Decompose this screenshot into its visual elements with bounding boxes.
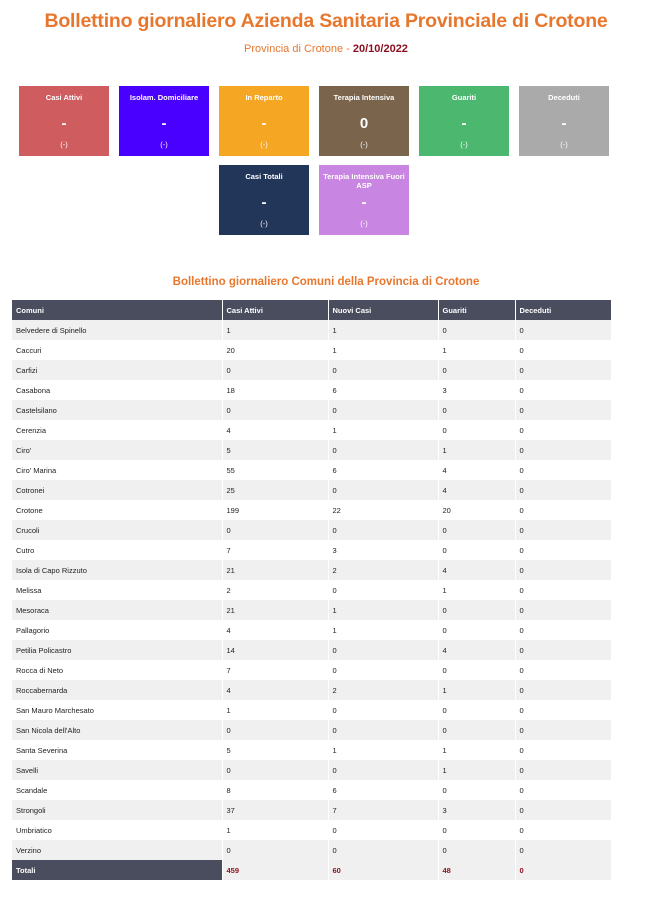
tile-value: - [461,115,467,132]
cell-comune: Carfizi [12,360,222,380]
table-row [12,400,611,420]
tile-label: Guariti [451,93,477,102]
section-title: Bollettino giornaliero Comuni della Provincia di Crotone [172,276,480,288]
cell-comune: Cotronei [12,480,222,500]
tile-delta: (-) [560,140,568,149]
cell-nuovi-casi: 0 [328,400,438,420]
col-header-nuovi-casi: Nuovi Casi [328,300,438,320]
table-row [12,760,611,780]
cell-nuovi-casi: 1 [328,340,438,360]
cell-deceduti: 0 [515,800,611,820]
tile-label: Casi Totali [245,172,283,181]
cell-comune: Scandale [12,780,222,800]
cell-nuovi-casi: 3 [328,540,438,560]
cell-deceduti: 0 [515,720,611,740]
cell-comune: Petilia Policastro [12,640,222,660]
cell-comune: Caccuri [12,340,222,360]
tile-delta: (-) [360,219,368,228]
cell-guariti: 3 [438,380,515,400]
total-casi-attivi: 459 [222,860,328,880]
cell-casi-attivi: 199 [222,500,328,520]
table-row [12,360,611,380]
cell-nuovi-casi: 0 [328,660,438,680]
col-header-deceduti: Deceduti [515,300,611,320]
cell-casi-attivi: 37 [222,800,328,820]
tile-value: 0 [359,115,369,132]
cell-deceduti: 0 [515,360,611,380]
cell-comune: Verzino [12,840,222,860]
cell-nuovi-casi: 1 [328,740,438,760]
cell-casi-attivi: 8 [222,780,328,800]
total-nuovi-casi: 60 [328,860,438,880]
tile-value: - [261,194,267,211]
table-header-row [12,300,611,320]
col-header-comuni: Comuni [12,300,222,320]
tile-label: Terapia Intensiva Fuori ASP [323,172,405,190]
tile-delta: (-) [460,140,468,149]
cell-casi-attivi: 55 [222,460,328,480]
table-row [12,700,611,720]
total-deceduti: 0 [515,860,611,880]
cell-casi-attivi: 4 [222,680,328,700]
tile-delta: (-) [160,140,168,149]
cell-comune: Cutro [12,540,222,560]
table-row [12,800,611,820]
cell-guariti: 0 [438,520,515,540]
cell-deceduti: 0 [515,460,611,480]
summary-tile [419,86,509,156]
cell-casi-attivi: 4 [222,420,328,440]
cell-comune: Isola di Capo Rizzuto [12,560,222,580]
cell-casi-attivi: 1 [222,820,328,840]
cell-comune: Santa Severina [12,740,222,760]
tile-value: - [361,194,367,211]
tile-value: - [561,115,567,132]
cell-nuovi-casi: 22 [328,500,438,520]
cell-guariti: 0 [438,360,515,380]
tile-delta: (-) [260,219,268,228]
cell-deceduti: 0 [515,660,611,680]
cell-deceduti: 0 [515,520,611,540]
table-row [12,540,611,560]
cell-guariti: 4 [438,640,515,660]
cell-nuovi-casi: 0 [328,720,438,740]
cell-casi-attivi: 2 [222,580,328,600]
cell-casi-attivi: 18 [222,380,328,400]
cell-deceduti: 0 [515,340,611,360]
summary-tile [219,86,309,156]
cell-deceduti: 0 [515,320,611,340]
cell-nuovi-casi: 0 [328,360,438,380]
cell-comune: Savelli [12,760,222,780]
summary-tile [119,86,209,156]
cell-nuovi-casi: 1 [328,320,438,340]
cell-comune: San Nicola dell'Alto [12,720,222,740]
tile-delta: (-) [60,140,68,149]
cell-nuovi-casi: 0 [328,580,438,600]
cell-deceduti: 0 [515,740,611,760]
cell-deceduti: 0 [515,760,611,780]
table-row [12,660,611,680]
col-header-casi-attivi: Casi Attivi [222,300,328,320]
cell-nuovi-casi: 0 [328,760,438,780]
province-label: Provincia di Crotone - [244,43,353,55]
table-row [12,580,611,600]
cell-nuovi-casi: 1 [328,420,438,440]
cell-guariti: 1 [438,340,515,360]
cell-nuovi-casi: 1 [328,600,438,620]
cell-casi-attivi: 7 [222,660,328,680]
table-row [12,780,611,800]
cell-guariti: 0 [438,720,515,740]
cell-guariti: 0 [438,600,515,620]
table-row [12,440,611,460]
table-row [12,340,611,360]
table-row [12,620,611,640]
tile-label: In Reparto [245,93,283,102]
municipalities-table [12,300,612,880]
cell-casi-attivi: 0 [222,520,328,540]
cell-guariti: 0 [438,400,515,420]
table-row [12,600,611,620]
cell-guariti: 4 [438,460,515,480]
cell-comune: Ciro' [12,440,222,460]
cell-deceduti: 0 [515,400,611,420]
cell-casi-attivi: 0 [222,400,328,420]
cell-guariti: 0 [438,620,515,640]
cell-casi-attivi: 0 [222,720,328,740]
cell-deceduti: 0 [515,620,611,640]
cell-guariti: 20 [438,500,515,520]
cell-deceduti: 0 [515,680,611,700]
cell-casi-attivi: 0 [222,760,328,780]
cell-casi-attivi: 5 [222,740,328,760]
cell-nuovi-casi: 6 [328,380,438,400]
cell-guariti: 1 [438,760,515,780]
table-row [12,820,611,840]
cell-casi-attivi: 4 [222,620,328,640]
table-row [12,720,611,740]
cell-nuovi-casi: 2 [328,680,438,700]
tile-value: - [261,115,267,132]
cell-guariti: 0 [438,660,515,680]
table-row [12,420,611,440]
cell-nuovi-casi: 0 [328,440,438,460]
cell-deceduti: 0 [515,560,611,580]
totals-label: Totali [12,860,222,880]
cell-guariti: 0 [438,820,515,840]
cell-casi-attivi: 25 [222,480,328,500]
cell-deceduti: 0 [515,820,611,840]
tile-value: - [61,115,67,132]
summary-tile [19,86,109,156]
cell-comune: Cerenzia [12,420,222,440]
summary-tile [319,165,409,235]
table-row [12,740,611,760]
summary-tile [519,86,609,156]
cell-nuovi-casi: 1 [328,620,438,640]
summary-tile [319,86,409,156]
tile-delta: (-) [260,140,268,149]
cell-nuovi-casi: 0 [328,840,438,860]
cell-casi-attivi: 5 [222,440,328,460]
cell-nuovi-casi: 0 [328,820,438,840]
table-row [12,380,611,400]
cell-casi-attivi: 20 [222,340,328,360]
cell-nuovi-casi: 0 [328,480,438,500]
cell-guariti: 0 [438,700,515,720]
tile-delta: (-) [360,140,368,149]
cell-deceduti: 0 [515,540,611,560]
cell-guariti: 3 [438,800,515,820]
cell-comune: Umbriatico [12,820,222,840]
cell-guariti: 4 [438,560,515,580]
cell-comune: Crucoli [12,520,222,540]
cell-deceduti: 0 [515,480,611,500]
cell-nuovi-casi: 0 [328,520,438,540]
cell-nuovi-casi: 2 [328,560,438,580]
cell-casi-attivi: 1 [222,320,328,340]
cell-comune: Rocca di Neto [12,660,222,680]
cell-guariti: 0 [438,320,515,340]
col-header-guariti: Guariti [438,300,515,320]
cell-deceduti: 0 [515,440,611,460]
page-title: Bollettino giornaliero Azienda Sanitaria Provinciale di Crotone [44,10,608,32]
cell-comune: Pallagorio [12,620,222,640]
tile-label: Casi Attivi [45,93,83,102]
table-row [12,840,611,860]
cell-deceduti: 0 [515,640,611,660]
cell-casi-attivi: 0 [222,360,328,380]
total-guariti: 48 [438,860,515,880]
cell-casi-attivi: 1 [222,700,328,720]
cell-comune: Casabona [12,380,222,400]
cell-guariti: 0 [438,780,515,800]
cell-comune: Belvedere di Spinello [12,320,222,340]
cell-deceduti: 0 [515,840,611,860]
cell-deceduti: 0 [515,500,611,520]
tile-value: - [161,115,167,132]
table-row [12,500,611,520]
totals-row [12,860,611,880]
table-row [12,640,611,660]
cell-comune: Strongoli [12,800,222,820]
cell-guariti: 1 [438,680,515,700]
cell-deceduti: 0 [515,420,611,440]
cell-casi-attivi: 21 [222,600,328,620]
cell-guariti: 0 [438,420,515,440]
table-row [12,520,611,540]
cell-casi-attivi: 7 [222,540,328,560]
summary-tile [219,165,309,235]
table-row [12,680,611,700]
cell-nuovi-casi: 7 [328,800,438,820]
cell-nuovi-casi: 6 [328,460,438,480]
cell-casi-attivi: 21 [222,560,328,580]
cell-guariti: 1 [438,740,515,760]
table-row [12,460,611,480]
bulletin-date: 20/10/2022 [352,43,408,55]
cell-comune: Melissa [12,580,222,600]
cell-casi-attivi: 0 [222,840,328,860]
cell-comune: Ciro' Marina [12,460,222,480]
cell-casi-attivi: 14 [222,640,328,660]
tile-label: Isolam. Domiciliare [129,93,199,102]
table-row [12,560,611,580]
table-row [12,320,611,340]
cell-guariti: 0 [438,540,515,560]
cell-guariti: 4 [438,480,515,500]
cell-comune: Roccabernarda [12,680,222,700]
cell-deceduti: 0 [515,780,611,800]
cell-deceduti: 0 [515,380,611,400]
cell-nuovi-casi: 6 [328,780,438,800]
table-row [12,480,611,500]
cell-comune: Crotone [12,500,222,520]
cell-nuovi-casi: 0 [328,700,438,720]
cell-comune: San Mauro Marchesato [12,700,222,720]
page-subtitle [0,43,652,55]
cell-deceduti: 0 [515,700,611,720]
tile-label: Terapia Intensiva [333,93,395,102]
cell-nuovi-casi: 0 [328,640,438,660]
cell-guariti: 1 [438,440,515,460]
cell-comune: Castelsilano [12,400,222,420]
cell-deceduti: 0 [515,580,611,600]
cell-deceduti: 0 [515,600,611,620]
cell-guariti: 1 [438,580,515,600]
tile-label: Deceduti [548,93,580,102]
cell-comune: Mesoraca [12,600,222,620]
cell-guariti: 0 [438,840,515,860]
